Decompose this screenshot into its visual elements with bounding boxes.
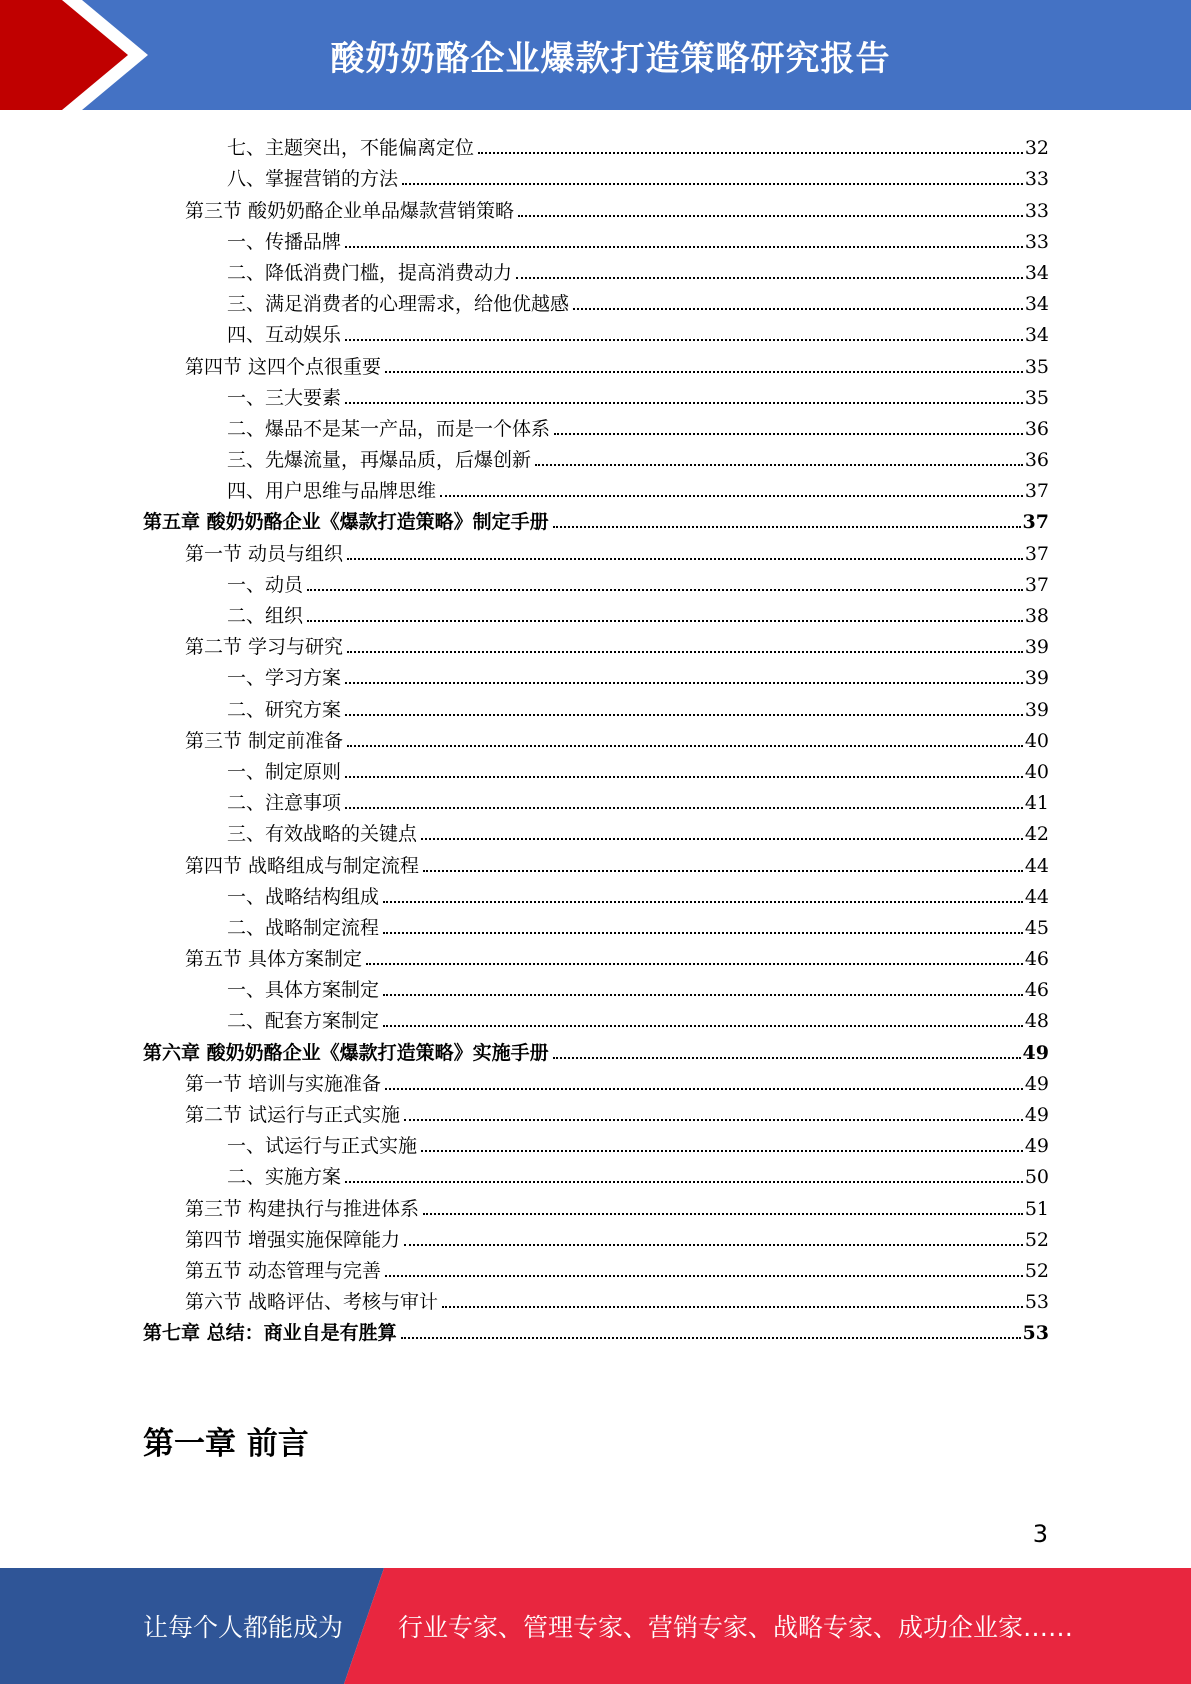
toc-dot-leader [383, 901, 1023, 903]
toc-entry-page: 40 [1024, 760, 1049, 783]
toc-entry-page: 37 [1024, 480, 1049, 503]
toc-entry[interactable] [143, 783, 1049, 814]
toc-entry[interactable] [143, 689, 1049, 720]
toc-entry[interactable] [143, 1126, 1049, 1157]
toc-entry-title: 第四节 增强实施保障能力 [185, 1228, 401, 1251]
toc-entry-page: 34 [1024, 324, 1049, 347]
toc-entry-page: 52 [1024, 1259, 1049, 1282]
toc-entry-title: 第七章 总结：商业自是有胜算 [143, 1322, 397, 1345]
toc-entry[interactable] [143, 908, 1049, 939]
toc-entry-title: 四、互动娱乐 [227, 324, 342, 347]
toc-entry-page: 33 [1024, 168, 1049, 191]
toc-entry-title: 二、降低消费门槛，提高消费动力 [227, 261, 513, 284]
toc-entry-title: 第五节 具体方案制定 [185, 948, 363, 971]
toc-entry[interactable] [143, 658, 1049, 689]
toc-entry-page: 41 [1024, 792, 1049, 815]
footer-slogan-left: 让每个人都能成为 [143, 1613, 344, 1642]
toc-entry-page: 38 [1024, 605, 1049, 627]
toc-entry[interactable] [143, 627, 1049, 658]
toc-entry-title: 第五节 动态管理与完善 [185, 1259, 382, 1282]
toc-entry[interactable] [143, 1095, 1049, 1126]
toc-entry-title: 第二节 学习与研究 [185, 636, 344, 659]
toc-dot-leader [423, 870, 1023, 872]
toc-dot-leader [345, 714, 1023, 716]
toc-dot-leader [535, 464, 1023, 466]
toc-entry-title: 三、满足消费者的心理需求，给他优越感 [227, 293, 570, 316]
toc-entry-page: 51 [1024, 1197, 1049, 1220]
toc-dot-leader [421, 1150, 1023, 1152]
toc-dot-leader [404, 1244, 1023, 1246]
toc-entry[interactable] [143, 253, 1049, 284]
toc-dot-leader [345, 807, 1023, 809]
toc-entry-page: 37 [1022, 511, 1049, 534]
toc-entry[interactable] [143, 939, 1049, 970]
toc-entry-title: 二、注意事项 [227, 792, 342, 815]
toc-dot-leader [345, 402, 1023, 404]
toc-entry-page: 34 [1024, 293, 1049, 316]
toc-entry-title: 第六章 酸奶奶酪企业《爆款打造策略》实施手册 [143, 1041, 549, 1064]
toc-entry-page: 49 [1024, 1072, 1049, 1095]
toc-entry[interactable] [143, 565, 1049, 596]
toc-entry[interactable] [143, 752, 1049, 783]
toc-dot-leader [518, 215, 1023, 217]
toc-entry-title: 第一节 培训与实施准备 [185, 1072, 382, 1095]
toc-entry[interactable] [143, 877, 1049, 908]
toc-dot-leader [385, 1275, 1023, 1277]
page-header [0, 0, 1191, 110]
toc-entry-page: 32 [1024, 137, 1049, 160]
toc-dot-leader [516, 277, 1023, 279]
toc-entry-page: 35 [1024, 355, 1049, 378]
toc-entry[interactable] [143, 596, 1049, 627]
toc-entry[interactable] [143, 222, 1049, 253]
toc-dot-leader [554, 433, 1023, 435]
toc-dot-leader [345, 682, 1023, 684]
chapter-heading: 第一章 前言 [143, 1426, 309, 1462]
toc-entry-page: 39 [1024, 698, 1049, 721]
toc-entry[interactable] [143, 315, 1049, 346]
toc-entry-title: 二、配套方案制定 [227, 1010, 380, 1033]
toc-entry-title: 一、学习方案 [227, 667, 342, 690]
toc-dot-leader [440, 495, 1023, 497]
toc-entry-title: 第二节 试运行与正式实施 [185, 1104, 401, 1126]
toc-entry[interactable] [143, 970, 1049, 1001]
toc-entry-page: 36 [1024, 417, 1049, 440]
toc-entry[interactable] [143, 440, 1049, 471]
toc-entry-title: 二、组织 [227, 605, 304, 627]
toc-dot-leader [347, 651, 1023, 653]
toc-dot-leader [347, 745, 1023, 747]
toc-entry[interactable] [143, 1282, 1049, 1313]
toc-entry-page: 33 [1024, 199, 1049, 222]
toc-dot-leader [307, 620, 1023, 622]
toc-entry[interactable] [143, 378, 1049, 409]
toc-entry-title: 一、战略结构组成 [227, 885, 380, 908]
toc-entry-page: 46 [1024, 979, 1049, 1002]
toc-dot-leader [402, 183, 1023, 185]
toc-dot-leader [345, 246, 1023, 248]
toc-entry-title: 第六节 战略评估、考核与审计 [185, 1291, 439, 1314]
toc-entry-page: 37 [1024, 542, 1049, 565]
toc-entry-title: 二、实施方案 [227, 1166, 342, 1189]
toc-entry[interactable] [143, 159, 1049, 190]
toc-entry-page: 39 [1024, 636, 1049, 659]
toc-entry-title: 第四节 战略组成与制定流程 [185, 854, 420, 877]
toc-entry[interactable] [143, 1188, 1049, 1219]
toc-entry-title: 一、传播品牌 [227, 230, 342, 253]
toc-entry[interactable] [143, 1001, 1049, 1032]
toc-entry[interactable] [143, 190, 1049, 221]
toc-entry-title: 一、制定原则 [227, 760, 342, 783]
toc-entry-title: 一、试运行与正式实施 [227, 1135, 418, 1158]
toc-entry-page: 49 [1024, 1135, 1049, 1158]
toc-entry-page: 48 [1024, 1010, 1049, 1033]
toc-entry-title: 第四节 这四个点很重要 [185, 355, 382, 378]
toc-entry-page: 50 [1024, 1166, 1049, 1189]
toc-dot-leader [404, 1119, 1023, 1121]
toc-dot-leader [553, 526, 1021, 528]
toc-entry-page: 49 [1022, 1041, 1049, 1064]
toc-entry-page: 44 [1024, 854, 1049, 877]
header-arrow-decoration [0, 0, 150, 110]
toc-entry-title: 第五章 酸奶奶酪企业《爆款打造策略》制定手册 [143, 511, 549, 534]
toc-entry[interactable] [143, 721, 1049, 752]
toc-entry-page: 34 [1024, 261, 1049, 284]
toc-entry[interactable] [143, 533, 1049, 564]
toc-entry-title: 第三节 制定前准备 [185, 729, 344, 752]
toc-entry[interactable] [143, 1157, 1049, 1188]
toc-dot-leader [307, 589, 1023, 591]
toc-entry-page: 42 [1024, 823, 1049, 846]
toc-dot-leader [573, 308, 1023, 310]
page-footer [0, 1568, 1191, 1684]
toc-dot-leader [442, 1306, 1023, 1308]
toc-dot-leader [347, 558, 1023, 560]
toc-dot-leader [345, 776, 1023, 778]
toc-entry-title: 八、掌握营销的方法 [227, 168, 399, 191]
toc-dot-leader [383, 932, 1023, 934]
toc-entry[interactable] [143, 1251, 1049, 1282]
toc-dot-leader [383, 994, 1023, 996]
toc-entry[interactable] [143, 502, 1049, 533]
toc-entry[interactable] [143, 1220, 1049, 1251]
toc-entry-page: 39 [1024, 667, 1049, 690]
toc-entry-title: 二、研究方案 [227, 698, 342, 721]
toc-entry[interactable] [143, 471, 1049, 502]
toc-entry-page: 37 [1024, 573, 1049, 596]
toc-entry-page: 46 [1024, 948, 1049, 971]
toc-entry[interactable] [143, 128, 1049, 159]
toc-entry[interactable] [143, 346, 1049, 377]
toc-dot-leader [421, 838, 1023, 840]
toc-dot-leader [478, 152, 1023, 154]
toc-entry-page: 53 [1024, 1291, 1049, 1314]
toc-dot-leader [401, 1337, 1021, 1339]
toc-dot-leader [383, 1025, 1023, 1027]
toc-entry-title: 二、战略制定流程 [227, 916, 380, 939]
toc-entry[interactable] [143, 1313, 1049, 1344]
table-of-contents [143, 128, 1049, 1344]
toc-entry-title: 一、具体方案制定 [227, 979, 380, 1002]
toc-dot-leader [345, 339, 1023, 341]
toc-entry-title: 第三节 构建执行与推进体系 [185, 1197, 420, 1220]
toc-entry-title: 第一节 动员与组织 [185, 542, 344, 565]
toc-entry-title: 一、三大要素 [227, 386, 342, 409]
toc-entry[interactable] [143, 1064, 1049, 1095]
toc-dot-leader [385, 371, 1023, 373]
toc-dot-leader [385, 1088, 1023, 1090]
toc-dot-leader [423, 1213, 1023, 1215]
toc-entry-title: 七、主题突出，不能偏离定位 [227, 137, 475, 160]
footer-slogan-right: 行业专家、管理专家、营销专家、战略专家、成功企业家…… [398, 1613, 1074, 1642]
toc-entry-title: 一、动员 [227, 573, 304, 596]
toc-entry-page: 40 [1024, 729, 1049, 752]
toc-entry-page: 33 [1024, 230, 1049, 253]
header-title: 酸奶奶酪企业爆款打造策略研究报告 [330, 38, 891, 79]
toc-entry-page: 49 [1024, 1104, 1049, 1126]
toc-entry[interactable] [143, 1032, 1049, 1063]
toc-entry-page: 44 [1024, 885, 1049, 908]
toc-entry[interactable] [143, 814, 1049, 845]
toc-entry-page: 52 [1024, 1228, 1049, 1251]
toc-entry-title: 二、爆品不是某一产品，而是一个体系 [227, 417, 551, 440]
toc-entry-title: 三、有效战略的关键点 [227, 823, 418, 846]
toc-entry[interactable] [143, 284, 1049, 315]
toc-entry-page: 45 [1024, 916, 1049, 939]
toc-entry-title: 三、先爆流量，再爆品质，后爆创新 [227, 449, 532, 472]
toc-entry[interactable] [143, 409, 1049, 440]
toc-dot-leader [345, 1181, 1023, 1183]
toc-entry-title: 第三节 酸奶奶酪企业单品爆款营销策略 [185, 199, 515, 222]
page-number: 3 [1032, 1520, 1048, 1548]
toc-dot-leader [553, 1057, 1021, 1059]
toc-entry-page: 36 [1024, 449, 1049, 472]
toc-dot-leader [366, 963, 1023, 965]
toc-entry-title: 四、用户思维与品牌思维 [227, 480, 437, 503]
toc-entry[interactable] [143, 845, 1049, 876]
toc-entry-page: 53 [1022, 1322, 1049, 1345]
toc-entry-page: 35 [1024, 386, 1049, 409]
